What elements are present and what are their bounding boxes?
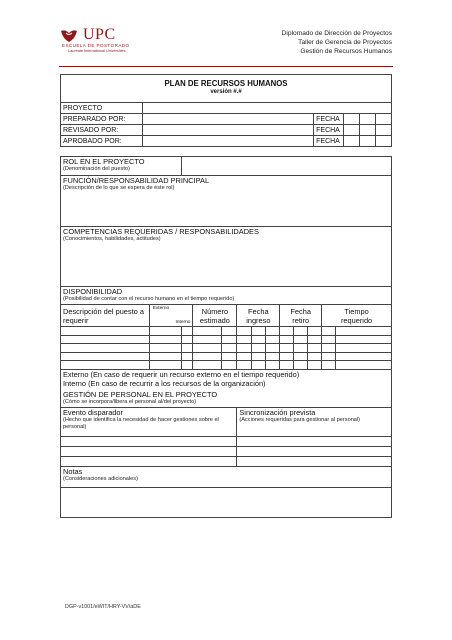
- col-numero-line1: Número: [201, 306, 229, 316]
- footer-code: DGP-v1001/eWIT/HRY-VV/aDE: [65, 604, 141, 610]
- gestion-cell: [61, 390, 392, 407]
- gestion-label: GESTIÓN DE PERSONAL EN EL PROYECTO: [63, 390, 218, 399]
- col-externo: Externo: [152, 306, 170, 311]
- fecha-month-revisado[interactable]: [360, 125, 376, 136]
- disponibilidad-row: [61, 352, 392, 361]
- fecha-month-aprobado[interactable]: [360, 136, 376, 147]
- proyecto-label: PROYECTO: [61, 103, 143, 114]
- nota-externo: Externo (En caso de requerir un recurso externo en el tiempo requerido): [63, 369, 300, 379]
- notas-sublabel: (Consideraciones adicionales): [63, 475, 138, 482]
- col-interno: Interno: [175, 320, 191, 325]
- fecha-year-preparado[interactable]: [376, 114, 392, 125]
- fecha-year-aprobado[interactable]: [376, 136, 392, 147]
- notas-label: Notas: [63, 466, 83, 476]
- fecha-year-revisado[interactable]: [376, 125, 392, 136]
- gestion-row: [61, 436, 392, 446]
- project-info-table: [60, 74, 392, 147]
- header-line-3: Gestión de Recursos Humanos: [300, 48, 392, 55]
- rol-label: ROL EN EL PROYECTO: [63, 157, 145, 166]
- sincronizacion-sublabel: (Acciones requeridas para gestionar al personal): [239, 416, 361, 423]
- notas-cell: [61, 466, 392, 487]
- competencias-sublabel: (Conocimientos, habilidades, actitudes): [63, 236, 161, 242]
- funcion-sublabel: (Descripción de lo que se espera de éste rol): [63, 185, 175, 191]
- fecha-day-preparado[interactable]: [344, 114, 360, 125]
- col-tiempo-line1: Tiempo: [344, 306, 369, 316]
- disponibilidad-row: [61, 344, 392, 353]
- preparado-field[interactable]: [142, 114, 313, 125]
- disponibilidad-sublabel: (Posibilidad de contar con el recurso humano en el tiempo requerido): [63, 296, 235, 302]
- role-form-table: [60, 156, 392, 518]
- logo-name: UPC: [83, 26, 116, 43]
- aprobado-label: APROBADO POR:: [61, 136, 143, 147]
- col-fecha-retiro-line1: Fecha: [290, 306, 311, 316]
- disponibilidad-label: DISPONIBILIDAD: [63, 287, 123, 296]
- evento-label: Evento disparador: [63, 407, 123, 417]
- sincronizacion-cell: [237, 407, 392, 436]
- col-numero-line2: estimado: [199, 315, 230, 325]
- nota-interno: Interno (En caso de recurrir a los recursos de la organización): [63, 378, 266, 388]
- notas-field[interactable]: [61, 487, 392, 517]
- disponibilidad-row: [61, 361, 392, 370]
- fecha-label-revisado: FECHA: [314, 125, 344, 136]
- funcion-cell[interactable]: [61, 176, 392, 227]
- revisado-field[interactable]: [142, 125, 313, 136]
- fecha-label-aprobado: FECHA: [314, 136, 344, 147]
- evento-cell: [61, 407, 237, 436]
- gestion-row: [61, 456, 392, 466]
- col-fecha-ingreso-line1: Fecha: [248, 306, 269, 316]
- nota-cell: [61, 369, 392, 390]
- rol-cell: [61, 157, 182, 176]
- fecha-day-aprobado[interactable]: [344, 136, 360, 147]
- upc-logo: [59, 26, 139, 64]
- header-divider: [59, 66, 393, 67]
- plan-version: versión #.#: [210, 89, 242, 95]
- gestion-row: [61, 446, 392, 456]
- revisado-label: REVISADO POR:: [61, 125, 143, 136]
- evento-sublabel: (Hecho que identifica la necesidad de hacer gestiones sobre el personal): [63, 416, 219, 430]
- fecha-label-preparado: FECHA: [314, 114, 344, 125]
- rol-field[interactable]: [181, 157, 392, 176]
- header-line-1: Diplomado de Dirección de Proyectos: [281, 30, 392, 37]
- proyecto-field[interactable]: [142, 103, 391, 114]
- rol-sublabel: (Denominación del puesto): [63, 166, 130, 172]
- sincronizacion-label: Sincronización prevista: [239, 407, 316, 417]
- col-numero: [193, 305, 237, 327]
- col-tiempo: [322, 305, 392, 327]
- funcion-label: FUNCIÓN/RESPONSABILIDAD PRINCIPAL: [63, 176, 210, 185]
- col-externo-interno: [149, 305, 193, 327]
- plan-title: PLAN DE RECURSOS HUMANOS: [164, 79, 288, 88]
- fecha-month-preparado[interactable]: [360, 114, 376, 125]
- logo-subtitle: ESCUELA DE POSTGRADO: [62, 43, 130, 48]
- competencias-label: COMPETENCIAS REQUERIDAS / RESPONSABILIDADES: [63, 227, 259, 236]
- disponibilidad-row: [61, 335, 392, 344]
- gestion-sublabel: (Cómo se incorpora/libera el personal al/del proyecto): [63, 399, 197, 405]
- col-fecha-ingreso: [237, 305, 280, 327]
- col-fecha-retiro-line2: retiro: [292, 315, 310, 325]
- aprobado-field[interactable]: [142, 136, 313, 147]
- fecha-day-revisado[interactable]: [344, 125, 360, 136]
- competencias-cell[interactable]: [61, 227, 392, 287]
- upc-shield-icon: [59, 29, 79, 43]
- disponibilidad-row: [61, 327, 392, 336]
- header-line-2: Taller de Gerencia de Proyectos: [298, 39, 392, 46]
- disponibilidad-cell: [61, 287, 392, 305]
- document-header: [282, 29, 392, 56]
- col-fecha-retiro: [280, 305, 322, 327]
- col-tiempo-line2: requerido: [340, 315, 373, 325]
- logo-tagline: Laureate International Universities: [68, 49, 126, 53]
- col-descripcion: Descripción del puesto a requerir: [61, 305, 150, 327]
- col-fecha-ingreso-line2: ingreso: [246, 315, 271, 325]
- preparado-label: PREPARADO POR:: [61, 114, 143, 125]
- plan-title-cell: [61, 75, 392, 103]
